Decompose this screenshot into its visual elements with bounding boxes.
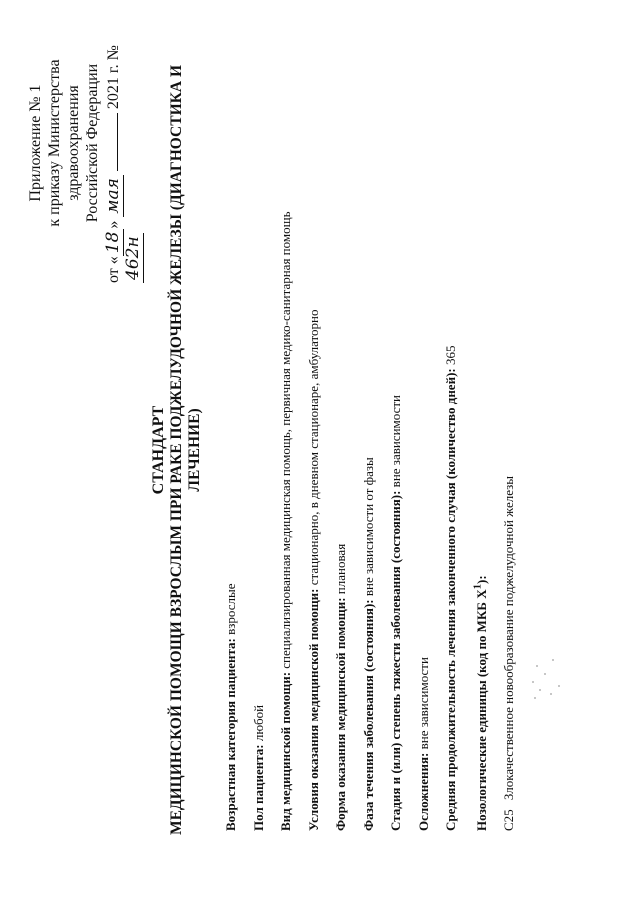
standard-fields [222, 31, 528, 831]
standard-title: МЕДИЦИНСКОЙ ПОМОЩИ ВЗРОСЛЫМ ПРИ РАКЕ ПОДЖЕЛУДОЧНОЙ ЖЕЛЕЗЫ (ДИАГНОСТИКА И ЛЕЧЕНИЕ) [168, 64, 203, 836]
field-disease-stage: Стадия и (или) степень тяжести заболевания (состояния): вне зависимости [388, 395, 403, 831]
field-sex: Пол пациента: любой [250, 704, 266, 831]
field-age-category: Возрастная категория пациента: взрослые [223, 583, 238, 831]
annex-header [26, 3, 144, 283]
icd-name: Злокачественное новообразование поджелудочной железы [501, 475, 517, 801]
date-prefix: от « [105, 256, 122, 283]
field-disease-phase: Фаза течения заболевания (состояния): вне зависимости от фазы [360, 457, 376, 831]
icd-code: C25 [501, 809, 517, 831]
annex-number: Приложение № 1 [27, 84, 44, 202]
date-blank-line [116, 113, 118, 171]
field-treatment-duration: Средняя продолжительность лечения законченного случая (количество дней): 365 [443, 345, 458, 831]
date-year: 2021 г. № [105, 45, 122, 110]
standard-heading: СТАНДАРТ [150, 405, 167, 495]
scan-speckles [530, 645, 570, 705]
field-care-conditions: Условия оказания медицинской помощи: стационарно, в дневном стационаре, амбулаторно [305, 309, 321, 831]
annex-order-ref: к приказу Министерства здравоохранения [46, 59, 82, 227]
annex-federation: Российской Федерации [84, 63, 101, 223]
field-complications: Осложнения: вне зависимости [415, 657, 431, 831]
handwritten-order-number: 462н [124, 233, 144, 283]
nosology-row [500, 31, 517, 831]
annex-date-line [104, 3, 144, 283]
date-mid: » [105, 220, 122, 229]
field-nosology-units: Нозологические единицы (код по МКБ $X^1$): [471, 575, 489, 831]
field-care-form: Форма оказания медицинской помощи: плановая [333, 543, 348, 831]
handwritten-day: 18 [104, 229, 124, 257]
field-care-type: Вид медицинской помощи: специализированная медицинская помощь, первичная медико-санитарная помощь [278, 211, 293, 831]
handwritten-month: мая [104, 175, 124, 217]
